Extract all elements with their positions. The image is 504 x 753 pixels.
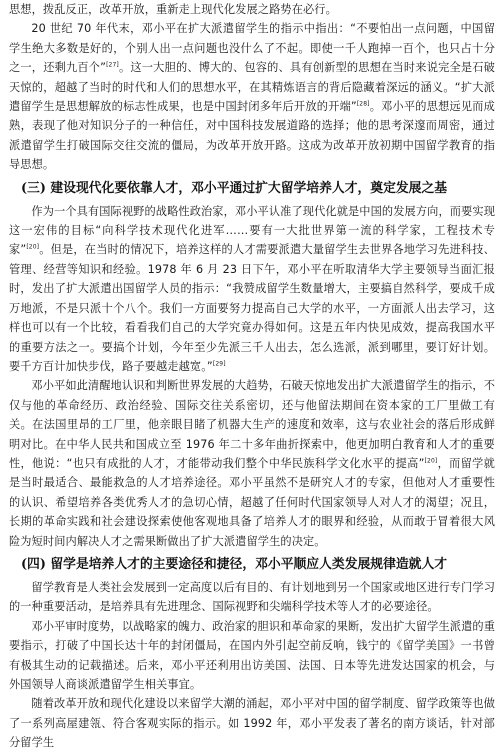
citation-29: [29] xyxy=(212,360,226,368)
citation-20b: [20] xyxy=(424,457,438,465)
paragraph-4: 留学教育是人类社会发展到一定高度以后有目的、有计划地到另一个国家或地区进行专门学习的一种重要活动，是培养具有先进理念、国际视野和尖端科学技术等人才的必要途径。 xyxy=(9,580,496,614)
citation-28: [28] xyxy=(356,100,370,108)
section-heading-4: (四) 留学是培养人才的主要途径和捷径，邓小平顺应人类发展规律造就人才 xyxy=(21,556,448,572)
paragraph-2: 作为一个具有国际视野的战略性政治家，邓小平认准了现代化就是中国的发展方向，而要实现这一宏伟的目标“向科学技术现代化进军……要有一大批世界第一流的科学家，工程技术专家”[20]。但是，在当时的情况下，培养这样的人才需要派遣大量留学生去世界各地学习先进科技、管理、经营等知识和经验。1978 年 6 月 23 日下午，邓小平在听取清华大学主要领导当面汇报时，发出了扩大派遣出国留学人员的指示：“我赞成留学生数量增大，主要搞自然科学，要成千成万地派，不是只派十个八个。我们一方面要努力提高自己大学的水平，一方面派人出去学习，这样也可以有一个比较，看看我们自己的大学究竟办得如何。这是五年内快见成效，提高我国水平的重要方法之一。要搞个计划，今年至少先派三千人出去，怎么选派，派到哪里，要订好计划。要千方百计加快步伐，路子要越走越宽。”[29] xyxy=(9,204,496,373)
paragraph-5: 邓小平审时度势，以战略家的魄力、政治家的胆识和革命家的果断，发出扩大留学生派遣的重要指示，打破了中国长达十年的封闭僵局，在国内外引起空前反响，钱宁的《留学美国》一书曾有极其生动的记载描述。后来，邓小平还利用出访美国、法国、日本等先进发达国家的机会，与外国领导人商谈派遣留学生相关事宜。 xyxy=(9,619,496,691)
citation-20: [20] xyxy=(26,243,40,251)
paragraph-6: 随着改革开放和现代化建设以来留学大潮的涌起，邓小平对中国的留学制度、留学政策等也做了一系列高屋建瓴、符合客观实际的指示。如 1992 年，邓小平发表了著名的南方谈话，针对部分留学生 xyxy=(9,697,496,750)
paragraph-top: 思想，拨乱反正，改革开放，重新走上现代化发展之路势在必行。 xyxy=(9,3,337,16)
citation-27: [27] xyxy=(106,61,119,69)
paragraph-1: 20 世纪 70 年代末，邓小平在扩大派遣留学生的指示中指出：“不要怕出一点问题，中国留学生绝大多数是好的，个别人出一点问题也没什么了不起。即使一千人跑掉一百个，也只占十分之一，还剩九百个”[27]。这一大胆的、博大的、包容的、具有创新型的思想在当时来说完全是石破天惊的，超越了当时的时代和人们的思想水平，在其精炼语言的背后隐藏着深远的涵义。“扩大派遣留学生是思想解放的标志性成果，也是中国封闭多年后开放的开端”[28]。邓小平的思想远见而成熟，表现了他对知识分子的一种信任，对中国科技发展道路的选择；他的思考深邃而周密，通过派遣留学生打破国际交往交流的僵局，为改革开放开路。这成为改革开放初期中国留学教育的指导思想。 xyxy=(9,22,495,172)
section-heading-3: (三) 建设现代化要依靠人才，邓小平通过扩大留学培养人才，奠定发展之基 xyxy=(21,180,448,196)
paragraph-3: 邓小平如此清醒地认识和判断世界发展的大趋势，石破天惊地发出扩大派遣留学生的指示，不仅与他的革命经历、政治经验、国际交往关系密切，还与他留法期间在资本家的工厂里做工有关。在法国里昂的工厂里，他亲眼目睹了机器大生产的速度和效率，这与农业社会的落后形成鲜明对比。在中华人民共和国成立至 1976 年二十多年曲折探索中，他更加明白教育和人才的重要性，他说：“也只有成批的人才，才能带动我们整个中华民族科学文化水平的提高”[20]，而留学就是当时最适合、最能救急的人才培养途径。邓小平虽然不是研究人才的专家，但他对人才重要性的认识、希望培养各类优秀人才的急切心情，超越了任何时代国家领导人对人才的渴望；况且，长期的革命实践和社会建设探索使他客观地具备了培养人才的眼界和经验，从而敢于冒着很大风险为短时间内解决人才之需果断做出了扩大派遣留学生的决定。 xyxy=(9,379,496,548)
